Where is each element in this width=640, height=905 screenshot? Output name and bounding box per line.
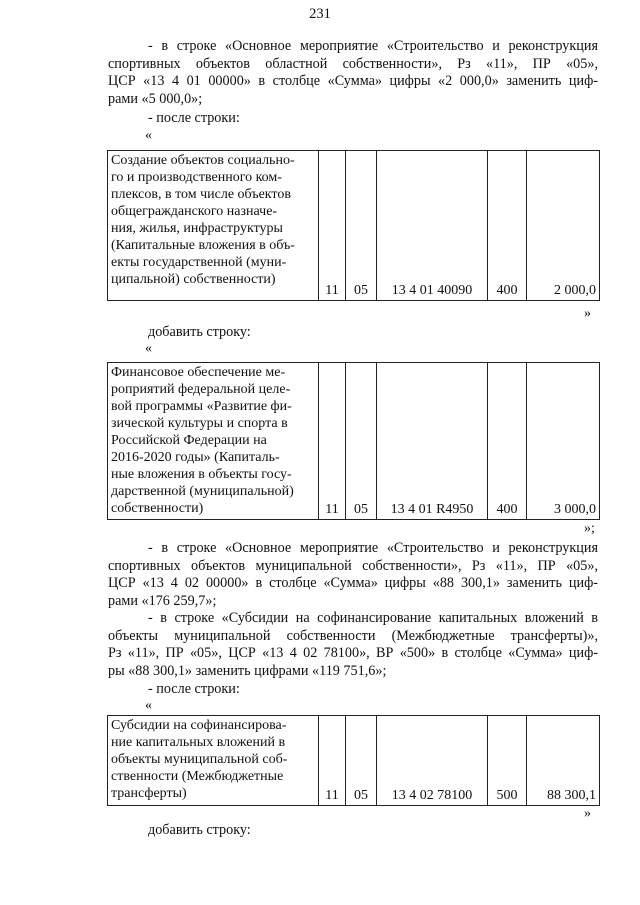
budget-table-2 [107, 362, 600, 520]
opening-quote: « [145, 128, 152, 143]
table-row [108, 363, 600, 520]
text-line: Рз «11», ПР «05», ЦСР «13 4 02 78100», ВР «500» в столбце «Сумма» циф- [108, 645, 598, 661]
expense-name-cell: Финансовое обеспечение ме- роприятий федеральной целе- вой программы «Развитие фи- зической культуры и спорта в Российской Федерации на 2016-2020 годы» (Капиталь- ные вложения в объекты госу- дарственной (муниципальной) собственности) [108, 363, 319, 520]
text-line: рами «176 259,7»; [108, 592, 217, 609]
vr-cell: 500 [488, 716, 527, 806]
csr-cell: 13 4 01 R4950 [377, 363, 488, 520]
csr-cell: 13 4 02 78100 [377, 716, 488, 806]
vr-cell: 400 [488, 363, 527, 520]
text-line: рами «5 000,0»; [108, 90, 203, 107]
rz-cell: 11 [319, 716, 346, 806]
table-row [108, 716, 600, 806]
text-line: спортивных объектов муниципальной собственности», Рз «11», ПР «05», [108, 557, 598, 574]
text-line: ры «88 300,1» заменить цифрами «119 751,6»; [108, 662, 387, 679]
expense-name-cell: Создание объектов социально- го и производственного ком- плексов, в том числе объектов общегражданского назначе- ния, жилья, инфраструктуры (Капитальные вложения в объ- екты государственной (муни- ципальной) собственности) [108, 151, 319, 301]
opening-quote: « [145, 341, 152, 356]
opening-quote: « [145, 698, 152, 713]
after-line-instruction: - после строки: [148, 110, 240, 126]
text-line: объекты муниципальной собственности (Межбюджетные трансферты)», [108, 627, 598, 644]
pr-cell: 05 [346, 363, 377, 520]
add-line-instruction: добавить строку: [148, 324, 251, 340]
budget-table-3 [107, 715, 600, 806]
add-line-instruction: добавить строку: [148, 822, 251, 838]
pr-cell: 05 [346, 716, 377, 806]
text-line: спортивных объектов областной собственности», Рз «11», ПР «05», [108, 55, 598, 72]
text-line: - в строке «Основное мероприятие «Строительство и реконструкция [148, 38, 598, 54]
closing-quote: »; [584, 521, 595, 536]
amendment-paragraph-2 [108, 540, 598, 610]
amendment-paragraph-1 [108, 38, 598, 108]
text-line: ЦСР «13 4 02 00000» в столбце «Сумма» цифры «88 300,1» заменить циф- [108, 575, 598, 591]
after-line-instruction: - после строки: [148, 681, 240, 697]
closing-quote: » [584, 306, 591, 321]
sum-cell: 88 300,1 [527, 716, 600, 806]
text-line: - в строке «Субсидии на софинансирование капитальных вложений в [148, 610, 598, 626]
pr-cell: 05 [346, 151, 377, 301]
closing-quote: » [584, 806, 591, 821]
expense-name-cell: Субсидии на софинансирова- ние капитальных вложений в объекты муниципальной соб- ственности (Межбюджетные трансферты) [108, 716, 319, 806]
text-line: ЦСР «13 4 01 00000» в столбце «Сумма» цифры «2 000,0» заменить циф- [108, 73, 598, 89]
vr-cell: 400 [488, 151, 527, 301]
rz-cell: 11 [319, 363, 346, 520]
table-row [108, 151, 600, 301]
sum-cell: 2 000,0 [527, 151, 600, 301]
text-line: - в строке «Основное мероприятие «Строительство и реконструкция [148, 540, 598, 556]
budget-table-1 [107, 150, 600, 301]
page-number: 231 [309, 6, 331, 22]
csr-cell: 13 4 01 40090 [377, 151, 488, 301]
sum-cell: 3 000,0 [527, 363, 600, 520]
amendment-paragraph-3 [108, 610, 598, 680]
rz-cell: 11 [319, 151, 346, 301]
